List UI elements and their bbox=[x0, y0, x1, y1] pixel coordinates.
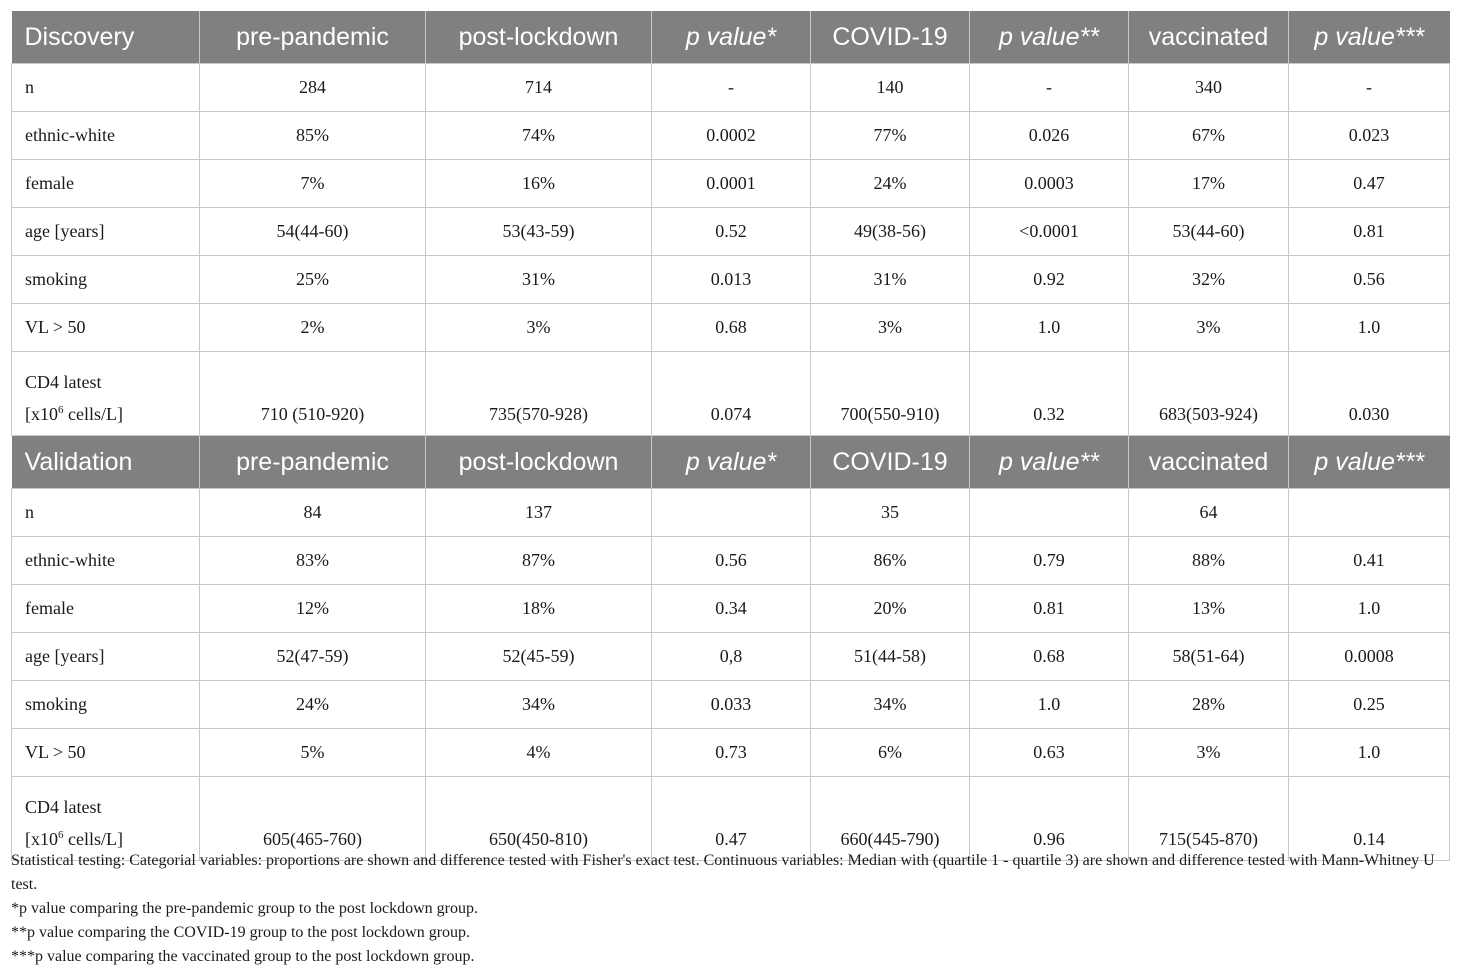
table-row bbox=[12, 256, 1450, 304]
table-cell: 0.56 bbox=[652, 537, 811, 585]
table-cell: 0.47 bbox=[652, 777, 811, 861]
table-cell: 137 bbox=[426, 489, 652, 537]
column-header: post-lockdown bbox=[426, 11, 652, 64]
table-cell bbox=[652, 489, 811, 537]
cd4-unit-suffix: cells/L] bbox=[63, 829, 123, 849]
table-cell: 20% bbox=[811, 585, 970, 633]
table-cell: 84 bbox=[200, 489, 426, 537]
table-cell: 0.030 bbox=[1289, 352, 1450, 436]
table-cell: - bbox=[970, 64, 1129, 112]
table-cell: 715(545-870) bbox=[1129, 777, 1289, 861]
row-label: VL > 50 bbox=[12, 304, 200, 352]
row-label: smoking bbox=[12, 256, 200, 304]
row-label: female bbox=[12, 160, 200, 208]
section-header-row bbox=[12, 11, 1450, 64]
table-cell: 714 bbox=[426, 64, 652, 112]
column-header: p value** bbox=[970, 436, 1129, 489]
column-header: COVID-19 bbox=[811, 11, 970, 64]
column-header: post-lockdown bbox=[426, 436, 652, 489]
column-header: p value*** bbox=[1289, 436, 1450, 489]
table-cell: 6% bbox=[811, 729, 970, 777]
table-cell: 0.92 bbox=[970, 256, 1129, 304]
table-cell: 4% bbox=[426, 729, 652, 777]
column-header: COVID-19 bbox=[811, 436, 970, 489]
table-row bbox=[12, 160, 1450, 208]
row-label: n bbox=[12, 64, 200, 112]
table-row bbox=[12, 681, 1450, 729]
table-cell: 34% bbox=[426, 681, 652, 729]
table-cell: 31% bbox=[426, 256, 652, 304]
table-cell: 12% bbox=[200, 585, 426, 633]
table-cell: <0.0001 bbox=[970, 208, 1129, 256]
table-cell: 0.56 bbox=[1289, 256, 1450, 304]
table-row-cd4 bbox=[12, 777, 1450, 861]
cd4-unit-prefix: [x10 bbox=[25, 404, 58, 424]
table-row-cd4 bbox=[12, 352, 1450, 436]
table-cell: 0.68 bbox=[652, 304, 811, 352]
cd4-label-line1: CD4 latest bbox=[25, 372, 102, 392]
row-label: female bbox=[12, 585, 200, 633]
table-cell: 0.68 bbox=[970, 633, 1129, 681]
table-cell: 17% bbox=[1129, 160, 1289, 208]
column-header: vaccinated bbox=[1129, 11, 1289, 64]
table-cell: 5% bbox=[200, 729, 426, 777]
table-cell: 53(44-60) bbox=[1129, 208, 1289, 256]
table-row bbox=[12, 64, 1450, 112]
footnote-p-value-1: *p value comparing the pre-pandemic group to the post lockdown group. bbox=[11, 900, 478, 917]
table-cell bbox=[970, 489, 1129, 537]
table-cell: 683(503-924) bbox=[1129, 352, 1289, 436]
table-cell: 77% bbox=[811, 112, 970, 160]
table-cell: 13% bbox=[1129, 585, 1289, 633]
table-cell: 0.0008 bbox=[1289, 633, 1450, 681]
table-cell: 140 bbox=[811, 64, 970, 112]
table-cell: 605(465-760) bbox=[200, 777, 426, 861]
table-cell: 3% bbox=[1129, 304, 1289, 352]
table-cell: 16% bbox=[426, 160, 652, 208]
cd4-unit-suffix: cells/L] bbox=[63, 404, 123, 424]
table-cell: 0.73 bbox=[652, 729, 811, 777]
table-cell: 31% bbox=[811, 256, 970, 304]
table-cell: 710 (510-920) bbox=[200, 352, 426, 436]
table-cell: 660(445-790) bbox=[811, 777, 970, 861]
cd4-unit-exponent: 6 bbox=[58, 404, 64, 416]
table-row bbox=[12, 208, 1450, 256]
table-row bbox=[12, 585, 1450, 633]
table-cell: 32% bbox=[1129, 256, 1289, 304]
table-cell: 1.0 bbox=[970, 681, 1129, 729]
table-cell: 0.79 bbox=[970, 537, 1129, 585]
footnote-p-value-3: ***p value comparing the vaccinated group to the post lockdown group. bbox=[11, 948, 475, 965]
column-header: p value* bbox=[652, 11, 811, 64]
table-row bbox=[12, 729, 1450, 777]
row-label: smoking bbox=[12, 681, 200, 729]
table-row bbox=[12, 112, 1450, 160]
table-cell: 0.96 bbox=[970, 777, 1129, 861]
column-header: pre-pandemic bbox=[200, 11, 426, 64]
table-cell: 0.34 bbox=[652, 585, 811, 633]
table-cell: 1.0 bbox=[970, 304, 1129, 352]
table-cell: 2% bbox=[200, 304, 426, 352]
table-cell: 86% bbox=[811, 537, 970, 585]
table-row bbox=[12, 489, 1450, 537]
row-label: VL > 50 bbox=[12, 729, 200, 777]
table-cell: 83% bbox=[200, 537, 426, 585]
table-cell: 0.0002 bbox=[652, 112, 811, 160]
table-cell: 0.033 bbox=[652, 681, 811, 729]
footnote-p-value-2: **p value comparing the COVID-19 group to the post lockdown group. bbox=[11, 924, 471, 941]
table-cell: 0.25 bbox=[1289, 681, 1450, 729]
section-title: Discovery bbox=[12, 11, 200, 64]
column-header: pre-pandemic bbox=[200, 436, 426, 489]
table-cell: 700(550-910) bbox=[811, 352, 970, 436]
table-cell: 7% bbox=[200, 160, 426, 208]
table-cell: 0.026 bbox=[970, 112, 1129, 160]
row-label: age [years] bbox=[12, 208, 200, 256]
table-cell: 735(570-928) bbox=[426, 352, 652, 436]
table-cell: 0.41 bbox=[1289, 537, 1450, 585]
table-cell: 52(47-59) bbox=[200, 633, 426, 681]
table-cell: 35 bbox=[811, 489, 970, 537]
cd4-label-line1: CD4 latest bbox=[25, 797, 102, 817]
cd4-unit-exponent: 6 bbox=[58, 829, 64, 841]
table-cell: 53(43-59) bbox=[426, 208, 652, 256]
data-table bbox=[11, 11, 1450, 861]
row-label: age [years] bbox=[12, 633, 200, 681]
table-cell: 3% bbox=[811, 304, 970, 352]
table-cell: 650(450-810) bbox=[426, 777, 652, 861]
table-row bbox=[12, 633, 1450, 681]
table-cell: 54(44-60) bbox=[200, 208, 426, 256]
table-cell: - bbox=[652, 64, 811, 112]
table-cell: 0.81 bbox=[1289, 208, 1450, 256]
cd4-unit-prefix: [x10 bbox=[25, 829, 58, 849]
table-cell: 18% bbox=[426, 585, 652, 633]
table-cell: 0.47 bbox=[1289, 160, 1450, 208]
table-cell: 0.81 bbox=[970, 585, 1129, 633]
table-cell: 1.0 bbox=[1289, 304, 1450, 352]
table-cell: 1.0 bbox=[1289, 585, 1450, 633]
section-title: Validation bbox=[12, 436, 200, 489]
table-cell: 51(44-58) bbox=[811, 633, 970, 681]
table-cell: 52(45-59) bbox=[426, 633, 652, 681]
row-label-cd4 bbox=[12, 777, 200, 861]
column-header: p value** bbox=[970, 11, 1129, 64]
table-cell: 0.023 bbox=[1289, 112, 1450, 160]
table-cell: 67% bbox=[1129, 112, 1289, 160]
table-cell bbox=[1289, 489, 1450, 537]
table-cell: 0.52 bbox=[652, 208, 811, 256]
row-label: n bbox=[12, 489, 200, 537]
table-cell: 25% bbox=[200, 256, 426, 304]
table-cell: 58(51-64) bbox=[1129, 633, 1289, 681]
table-footnotes bbox=[11, 849, 1451, 969]
table-cell: 34% bbox=[811, 681, 970, 729]
table-cell: 28% bbox=[1129, 681, 1289, 729]
table-cell: 87% bbox=[426, 537, 652, 585]
row-label-cd4 bbox=[12, 352, 200, 436]
footnote-statistical-testing: Statistical testing: Categorial variables: proportions are shown and difference tested with Fisher's exact test. Continuous variables: Median with (quartile 1 - quartile 3) are shown and difference tested with Mann-Whitney U test. bbox=[11, 852, 1435, 893]
table-cell: 0.63 bbox=[970, 729, 1129, 777]
table-cell: 74% bbox=[426, 112, 652, 160]
table-cell: 24% bbox=[200, 681, 426, 729]
column-header: vaccinated bbox=[1129, 436, 1289, 489]
table-cell: 1.0 bbox=[1289, 729, 1450, 777]
table-cell: 0.14 bbox=[1289, 777, 1450, 861]
table-row bbox=[12, 537, 1450, 585]
table-cell: 0,8 bbox=[652, 633, 811, 681]
table-cell: 3% bbox=[426, 304, 652, 352]
table-cell: 24% bbox=[811, 160, 970, 208]
table-cell: 85% bbox=[200, 112, 426, 160]
table-cell: 284 bbox=[200, 64, 426, 112]
table-cell: 0.013 bbox=[652, 256, 811, 304]
table-cell: 49(38-56) bbox=[811, 208, 970, 256]
column-header: p value* bbox=[652, 436, 811, 489]
column-header: p value*** bbox=[1289, 11, 1450, 64]
section-header-row bbox=[12, 436, 1450, 489]
table-cell: 88% bbox=[1129, 537, 1289, 585]
table-cell: 0.074 bbox=[652, 352, 811, 436]
table-cell: 3% bbox=[1129, 729, 1289, 777]
table-cell: 0.32 bbox=[970, 352, 1129, 436]
row-label: ethnic-white bbox=[12, 112, 200, 160]
table-cell: 0.0003 bbox=[970, 160, 1129, 208]
table-cell: 340 bbox=[1129, 64, 1289, 112]
table-row bbox=[12, 304, 1450, 352]
table-cell: 64 bbox=[1129, 489, 1289, 537]
table-cell: - bbox=[1289, 64, 1450, 112]
row-label: ethnic-white bbox=[12, 537, 200, 585]
table-cell: 0.0001 bbox=[652, 160, 811, 208]
